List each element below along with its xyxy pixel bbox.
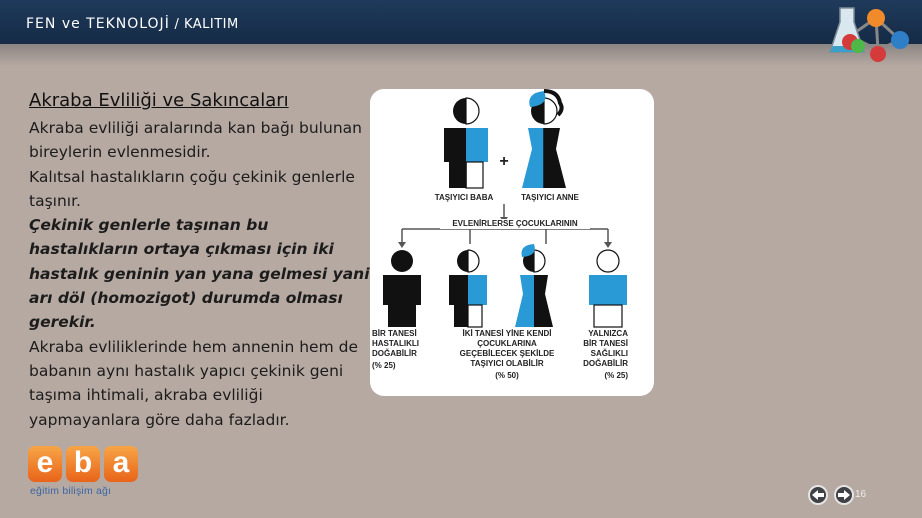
child-carrier-female-figure (515, 244, 553, 327)
header-shadow (0, 44, 922, 66)
logo-letter-e: e (28, 446, 62, 482)
sick-label: BİR TANESİ HASTALIKLI DOĞABİLİR (372, 329, 419, 358)
children-label: EVLENİRLERSE ÇOCUKLARININ (440, 219, 590, 229)
father-figure (444, 98, 488, 188)
paragraph-homozygous: Çekinik genlerle taşınan bu hastalıkların ortaya çıkması için iki hastalık geninin yan yana gelmesi yani arı döl (homozigot) durumda olması gerekir. (29, 216, 370, 332)
carrier-label: İKİ TANESİ YİNE KENDİ ÇOCUKLARINA GEÇEBİLECEK ŞEKİLDE TAŞIYICI OLABİLİR (459, 329, 555, 368)
healthy-label: YALNIZCA BİR TANESİ SAĞLIKLI DOĞABİLİR (583, 329, 628, 368)
paragraph-recessive: Kalıtsal hastalıkların çoğu çekinik genlerle taşınır. (29, 167, 355, 210)
child-carrier-male-figure (449, 250, 487, 327)
paragraph-definition: Akraba evliliği aralarında kan bağı bulunan bireylerin evlenmesidir. (29, 119, 362, 162)
arrow-left-icon (812, 490, 824, 500)
header-title: FEN ve TEKNOLOJİ / KALITIM (26, 16, 239, 32)
header-bar (0, 0, 922, 44)
page-number: 16 (855, 489, 867, 500)
header-subtitle: / KALITIM (169, 17, 239, 32)
eba-logo (28, 446, 148, 500)
child-sick-figure (383, 250, 421, 327)
arrow-right-icon (838, 490, 850, 500)
sick-percent: (% 25) (372, 361, 396, 370)
healthy-percent: (% 25) (604, 371, 628, 380)
plus-sign: + (499, 153, 509, 170)
inheritance-figure (370, 89, 654, 396)
logo-letter-b: b (66, 446, 100, 482)
carrier-percent: (% 50) (495, 371, 519, 380)
previous-slide-button[interactable] (808, 485, 828, 505)
father-label: TAŞIYICI BABA (434, 193, 494, 202)
slide-title: Akraba Evliliği ve Sakıncaları (29, 90, 289, 111)
molecule-flask-icon (828, 2, 918, 70)
mother-figure (522, 91, 566, 188)
mother-label: TAŞIYICI ANNE (521, 193, 579, 202)
logo-letter-a: a (104, 446, 138, 482)
child-healthy-figure (589, 250, 627, 327)
slide-navigation (808, 485, 878, 505)
logo-tagline: eğitim bilişim ağı (30, 485, 112, 497)
body-text (29, 116, 371, 432)
next-slide-button[interactable] (834, 485, 854, 505)
paragraph-risk: Akraba evliliklerinde hem annenin hem de babanın aynı hastalık yapıcı çekinik geni taşıma ihtimali, akraba evliliği yapmayanlara göre daha fazladır. (29, 337, 358, 429)
